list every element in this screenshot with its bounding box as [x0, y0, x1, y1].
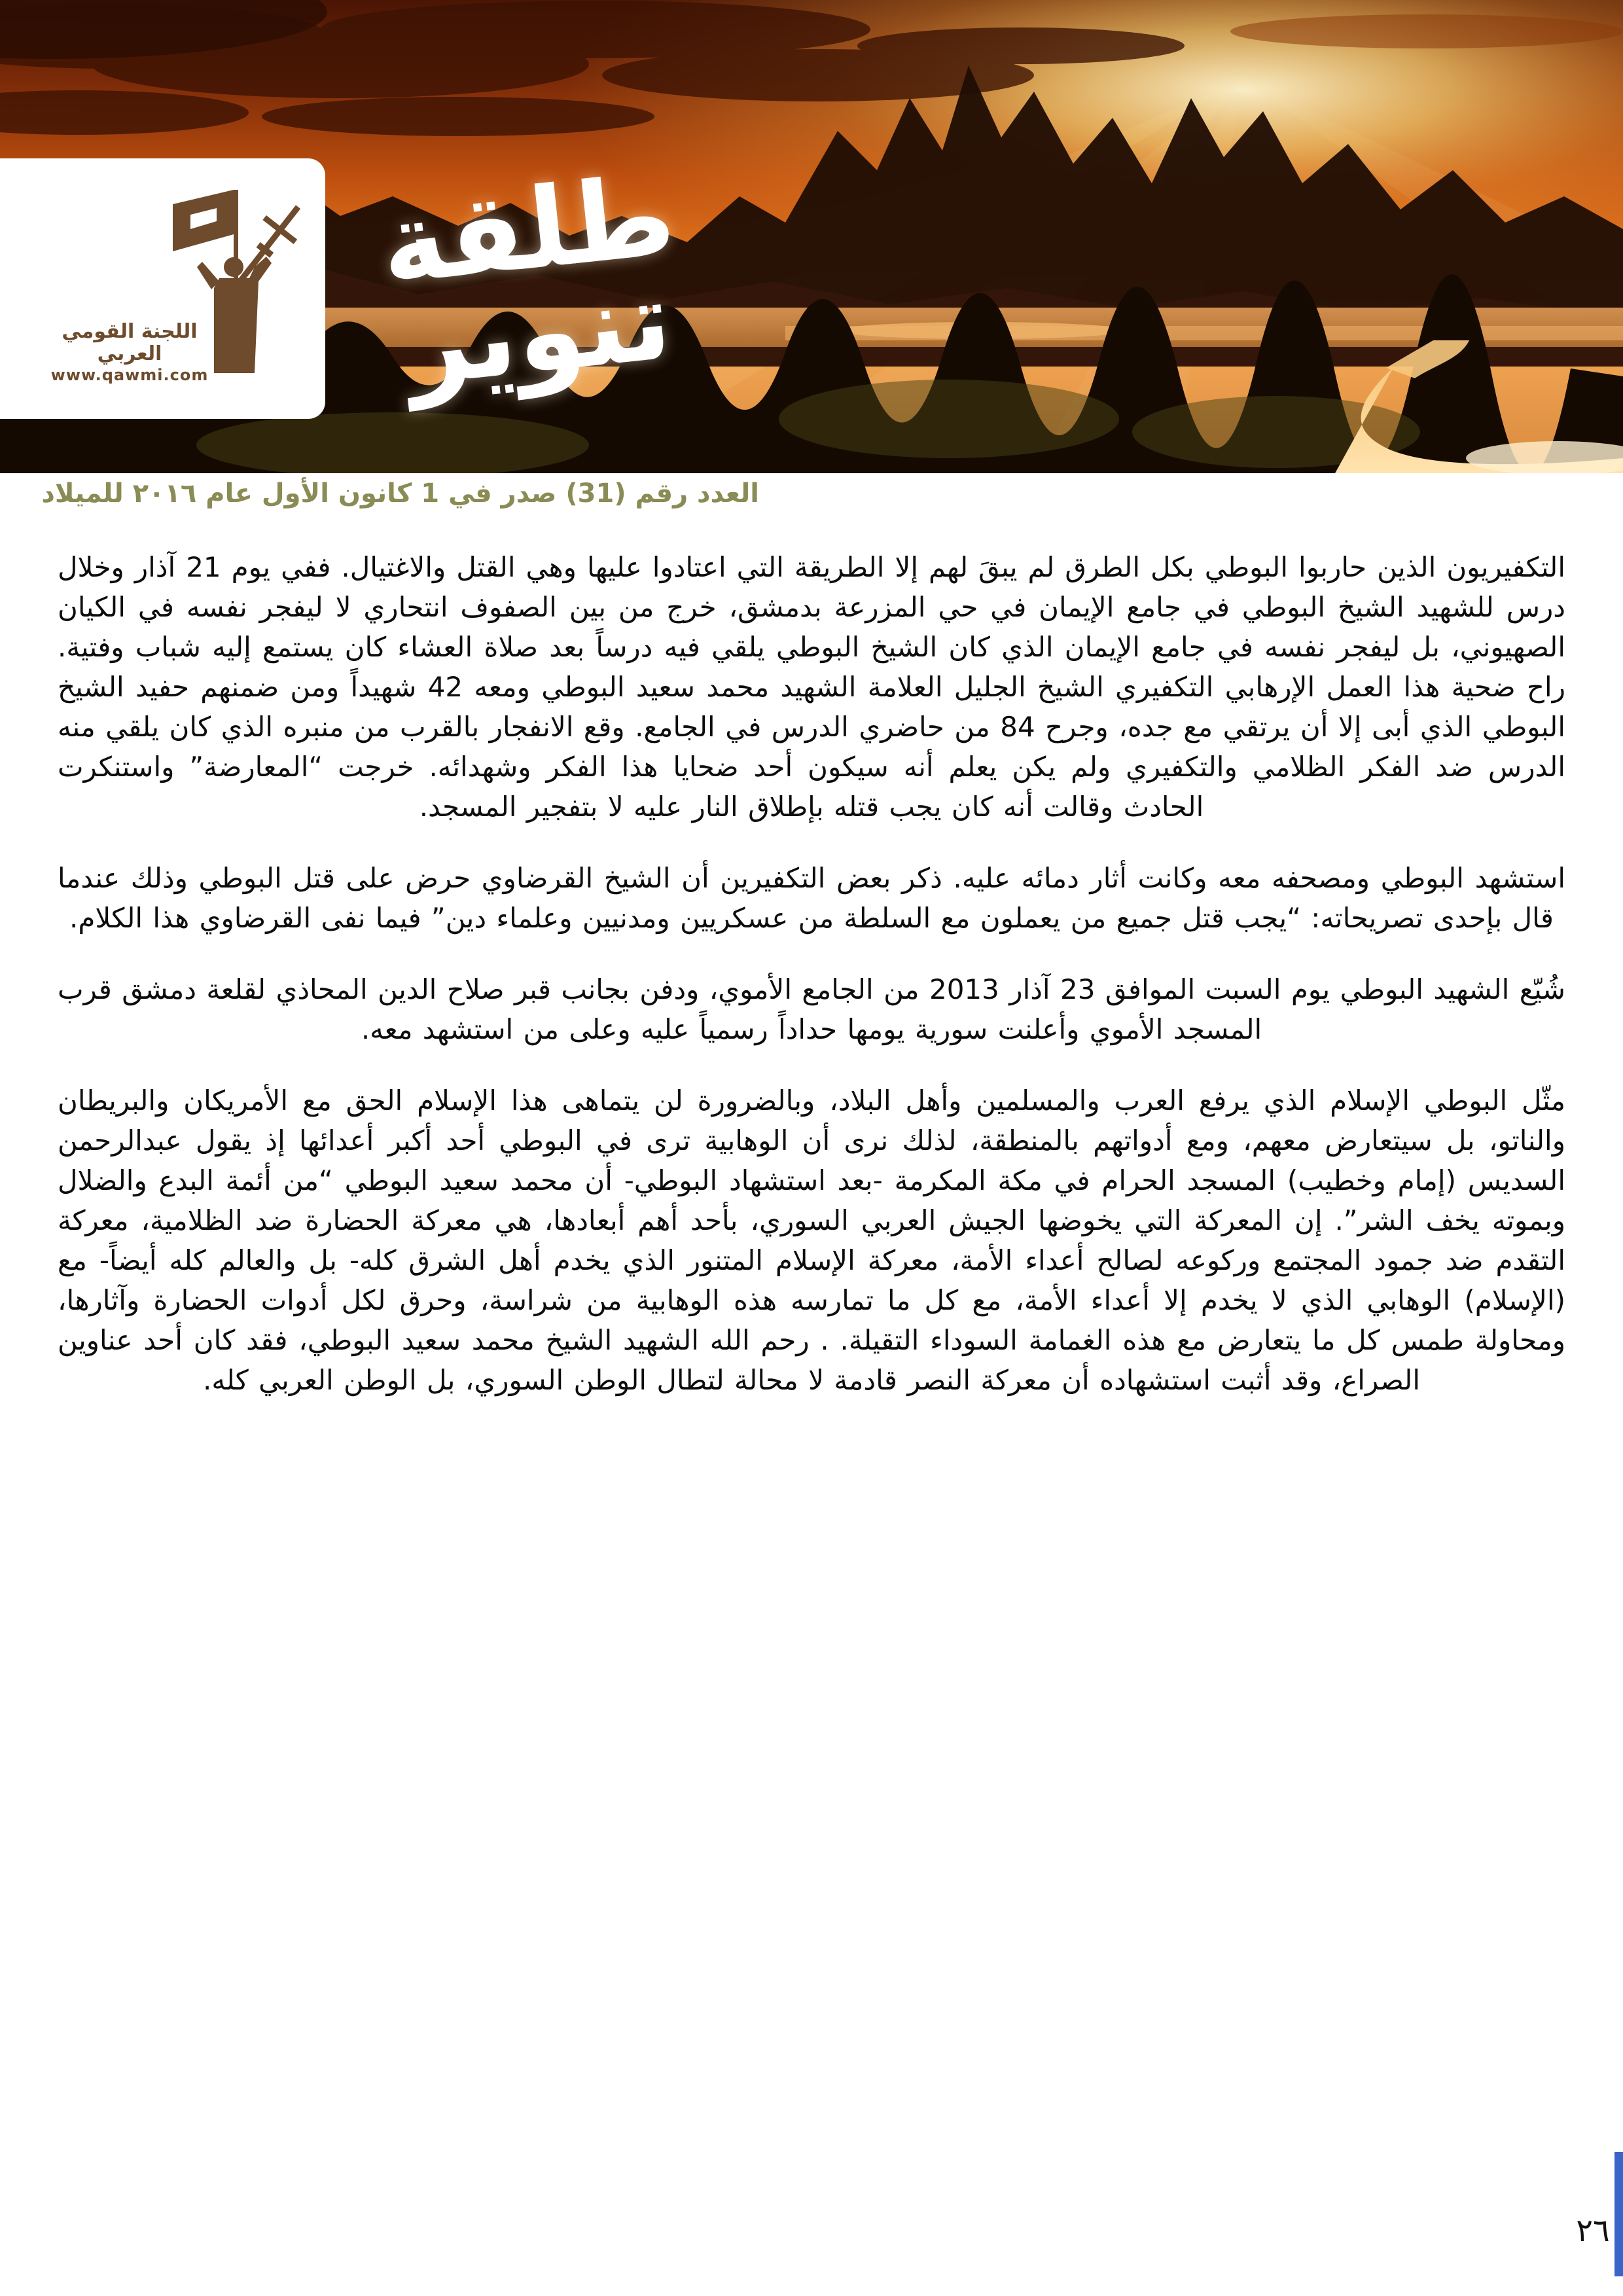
masthead-title: طلقة تنوير [374, 151, 681, 411]
article-paragraph-4: مثّل البوطي الإسلام الذي يرفع العرب والمسلمين وأهل البلاد، وبالضرورة لن يتماهى هذا الإسلام الحق مع الأمريكان والبريطان والناتو، بل سيتعارض معهم، ومع أدواتهم بالمنطقة، لذلك نرى أن الوهابية ترى في البوطي أحد أكبر أعدائها إذ يقول عبدالرحمن السديس (إمام وخطيب) المسجد الحرام في مكة المكرمة -بعد استشهاد البوطي- أن محمد سعيد البوطي “من أئمة البدع والضلال وبموته يخف الشر”. إن المعركة التي يخوضها الجيش العربي السوري، بأحد أهم أبعادها، هي معركة الحضارة ضد الظلامية، معركة التقدم ضد جمود المجتمع وركوعه لصالح أعداء الأمة، معركة الإسلام المتنور الذي يخدم أهل الشرق كله- بل والعالم كله أيضاً- مع (الإسلام) الوهابي الذي لا يخدم إلا أعداء الأمة، مع كل ما تمارسه هذه الوهابية من شراسة، وحرق لكل أدوات الحضارة وآثارها، ومحاولة طمس كل ما يتعارض مع هذه الغمامة السوداء التقيلة. . رحم الله الشهيد الشيخ محمد سعيد البوطي، فقد كان أحد عناوين الصراع، وقد أثبت استشهاده أن معركة النصر قادمة لا محالة لتطال الوطن السوري، بل الوطن العربي كله. [58, 1085, 1565, 1396]
org-logo-text [38, 321, 221, 385]
org-website: www.qawmi.com [50, 366, 209, 384]
article-paragraph-2: استشهد البوطي ومصحفه معه وكانت أثار دمائه عليه. ذكر بعض التكفيرين أن الشيخ القرضاوي حرض على قتل البوطي وذلك عندما قال بإحدى تصريحاته: “يجب قتل جميع من يعملون مع السلطة من عسكريين ومدنيين وعلماء دين” فيما نفى القرضاوي هذا الكلام. [58, 862, 1565, 934]
org-name: اللجنة القومي العربي [62, 320, 198, 365]
page-edge-accent-bar [1614, 2152, 1623, 2276]
issue-date-line: العدد رقم (31) صدر في 1 كانون الأول عام ٢٠١٦ للميلاد [41, 478, 759, 509]
org-logo-card [0, 158, 325, 419]
article-paragraph-1: التكفيريون الذين حاربوا البوطي بكل الطرق لم يبقَ لهم إلا الطريقة التي اعتادوا عليها وهي القتل والاغتيال. ففي يوم 21 آذار وخلال درس للشهيد الشيخ البوطي في جامع الإيمان في حي المزرعة بدمشق، خرج من بين الصفوف انتحاري لا ليفجر نفسه في الكيان الصهيوني، بل ليفجر نفسه في جامع الإيمان الذي كان الشيخ البوطي يلقي فيه درساً بعد صلاة العشاء كان يستمع إليه شباب وفتية. راح ضحية هذا العمل الإرهابي التكفيري الشيخ الجليل العلامة الشهيد محمد سعيد البوطي ومعه 42 شهيداً ومن ضمنهم حفيد الشيخ البوطي الذي أبى إلا أن يرتقي مع جده، وجرح 84 من حاضري الدرس في الجامع. وقع الانفجار بالقرب من منبره الذي كان يلقي منه الدرس ضد الفكر الظلامي والتكفيري ولم يكن يعلم أنه سيكون أحد ضحايا هذا الفكر وشهدائه. خرجت “المعارضة” واستنكرت الحادث وقالت أنه كان يجب قتله بإطلاق النار عليه لا بتفجير المسجد. [58, 551, 1565, 823]
article-paragraph-3: شُيّع الشهيد البوطي يوم السبت الموافق 23 آذار 2013 من الجامع الأموي، ودفن بجانب قبر صلاح الدين المحاذي لقلعة دمشق قرب المسجد الأموي وأعلنت سورية يومها حداداً رسمياً عليه وعلى من استشهد معه. [58, 973, 1565, 1045]
page-number: ٢٦ [1576, 2212, 1610, 2249]
article-body [58, 547, 1565, 1431]
